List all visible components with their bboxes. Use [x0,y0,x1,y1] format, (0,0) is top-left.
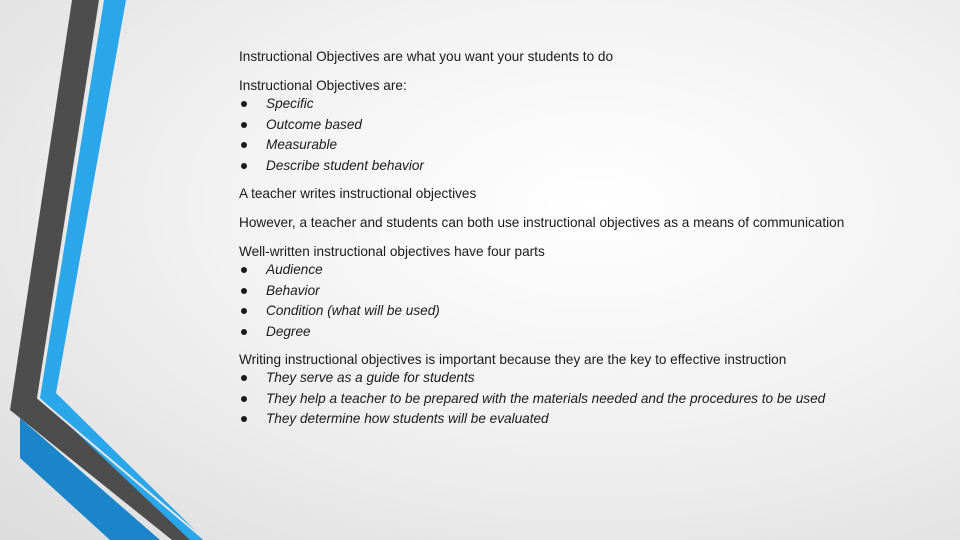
bullet-icon [241,288,247,294]
bullet-icon [241,267,247,273]
bullet-icon [241,308,247,314]
list-item: They serve as a guide for students [239,368,939,389]
objective-traits-list [239,94,939,176]
bullet-icon [241,101,247,107]
communication-text: However, a teacher and students can both use instructional objectives as a means of communication [239,215,845,230]
four-parts-heading: Well-written instructional objectives have four parts [239,244,545,259]
teacher-writes-text: A teacher writes instructional objectives [239,186,477,201]
four-parts-list [239,260,939,342]
bullet-icon [241,122,247,128]
bullet-icon [241,396,247,402]
objectives-are-heading: Instructional Objectives are: [239,78,407,93]
list-item: Degree [239,322,939,343]
objectives-definition: Instructional Objectives are what you want your students to do [239,49,614,64]
bullet-icon [241,142,247,148]
list-item: Specific [239,94,939,115]
list-item: Behavior [239,281,939,302]
list-item: They help a teacher to be prepared with the materials needed and the procedures to be used [239,389,939,410]
bullet-icon [241,163,247,169]
list-item: Condition (what will be used) [239,301,939,322]
list-item: Measurable [239,135,939,156]
bullet-icon [241,416,247,422]
slide-body [239,48,939,430]
importance-text: Writing instructional objectives is important because they are the key to effective instruction [239,352,787,367]
list-item: Audience [239,260,939,281]
importance-reasons-list [239,368,939,430]
bullet-icon [241,375,247,381]
list-item: Outcome based [239,115,939,136]
list-item: They determine how students will be evaluated [239,409,939,430]
list-item: Describe student behavior [239,156,939,177]
bullet-icon [241,329,247,335]
